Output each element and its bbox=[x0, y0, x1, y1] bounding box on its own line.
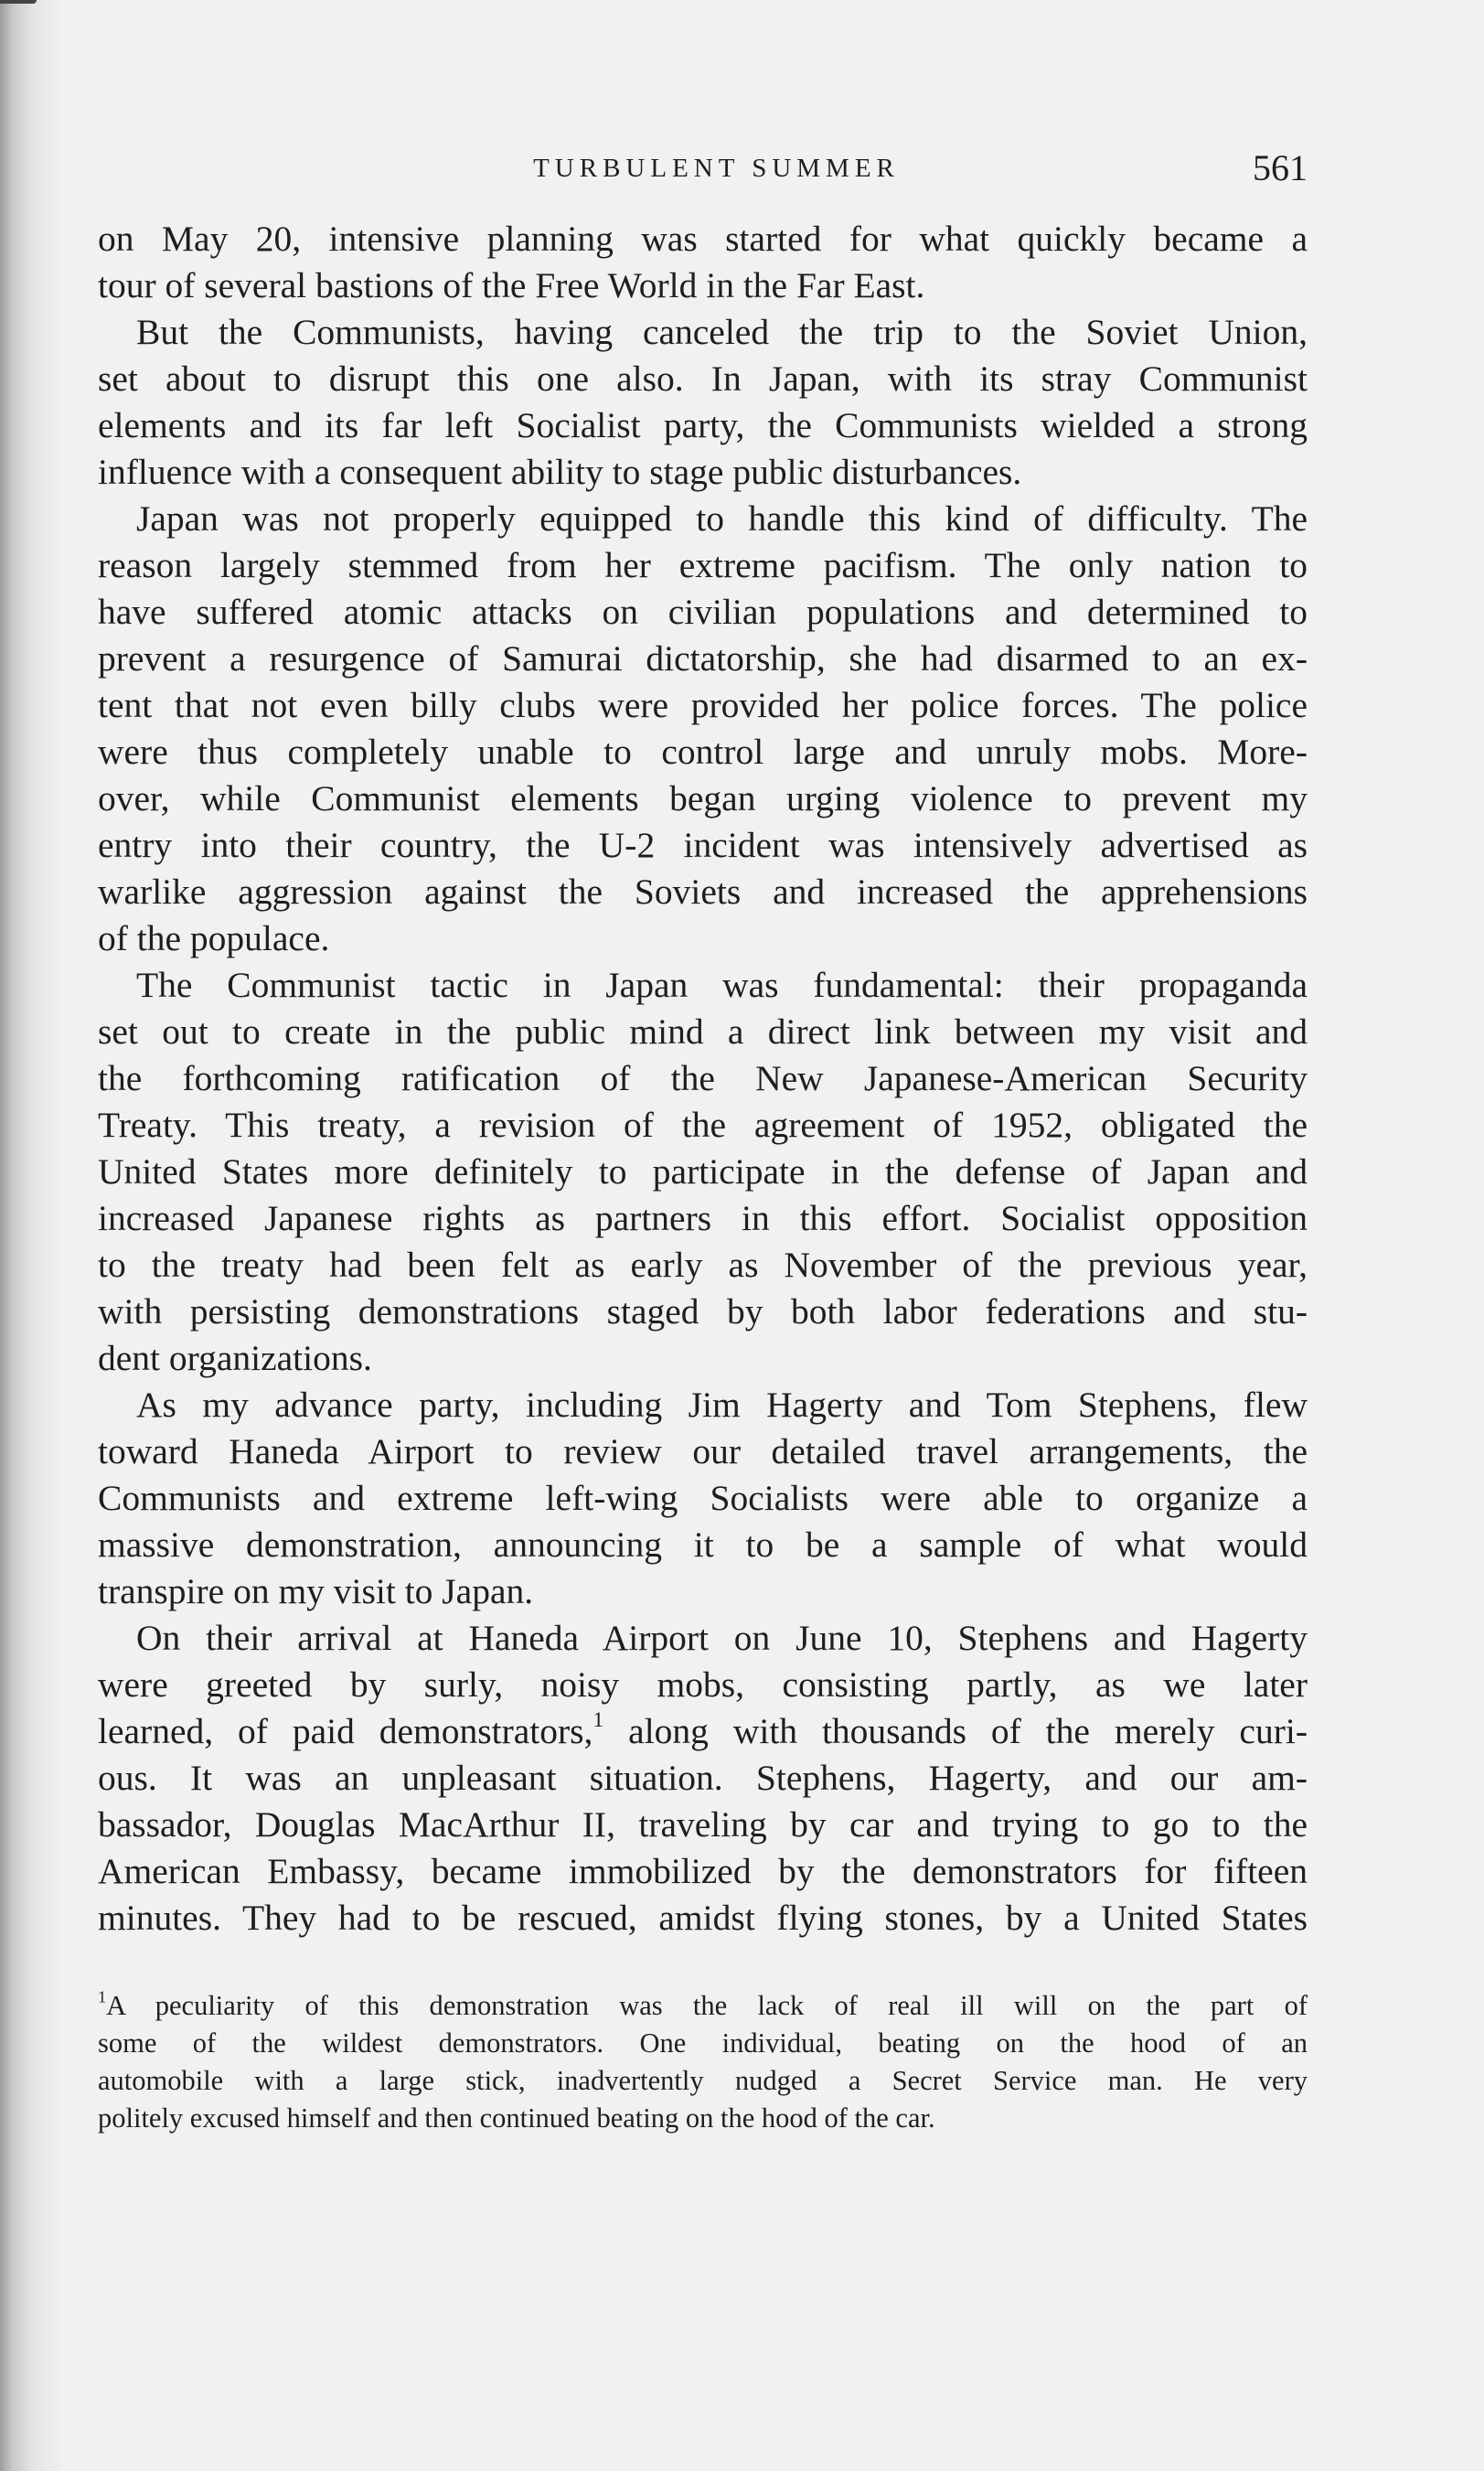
text-segment: learned, of paid demonstrators, bbox=[98, 1711, 593, 1751]
page-edge bbox=[0, 0, 37, 4]
text-line: The Communist tactic in Japan was fundamental: their propaganda bbox=[136, 965, 1308, 1005]
text-line: Communists and extreme left-wing Socialists were able to organize a bbox=[98, 1478, 1308, 1518]
text-line: American Embassy, became immobilized by the demonstrators for fifteen bbox=[98, 1851, 1308, 1891]
text-line: were thus completely unable to control large and unruly mobs. More- bbox=[98, 732, 1308, 772]
paragraph bbox=[98, 962, 1308, 1382]
text-line: entry into their country, the U-2 incident was intensively advertised as bbox=[98, 825, 1308, 865]
text-line: set about to disrupt this one also. In Japan, with its stray Communist bbox=[98, 358, 1308, 399]
paragraph bbox=[98, 216, 1308, 309]
footnote-reference[interactable]: 1 bbox=[593, 1708, 604, 1733]
text-line: have suffered atomic attacks on civilian populations and determined to bbox=[98, 592, 1308, 632]
paragraph bbox=[98, 1615, 1308, 1942]
running-title: TURBULENT SUMMER bbox=[533, 154, 900, 183]
text-line: bassador, Douglas MacArthur II, traveling by car and trying to go to the bbox=[98, 1804, 1308, 1845]
text-line: warlike aggression against the Soviets and increased the apprehensions bbox=[98, 872, 1308, 912]
text-line: on May 20, intensive planning was started for what quickly became a bbox=[98, 219, 1308, 259]
text-line: massive demonstration, announcing it to be a sample of what would bbox=[98, 1524, 1308, 1565]
text-line: minutes. They had to be rescued, amidst flying stones, by a United States bbox=[98, 1898, 1308, 1938]
text-line: As my advance party, including Jim Hagerty and Tom Stephens, flew bbox=[136, 1385, 1308, 1425]
footnotes bbox=[98, 1987, 1308, 2137]
text-line: over, while Communist elements began urging violence to prevent my bbox=[98, 778, 1308, 818]
text-line: On their arrival at Haneda Airport on June 10, Stephens and Hagerty bbox=[136, 1618, 1308, 1658]
text-line: tour of several bastions of the Free World in the Far East. bbox=[98, 265, 925, 305]
text-line: elements and its far left Socialist party, the Communists wielded a strong bbox=[98, 405, 1308, 445]
paragraph bbox=[98, 309, 1308, 496]
text-line: transpire on my visit to Japan. bbox=[98, 1571, 534, 1611]
text-line: ous. It was an unpleasant situation. Stephens, Hagerty, and our am- bbox=[98, 1758, 1308, 1798]
text-line: set out to create in the public mind a direct link between my visit and bbox=[98, 1011, 1308, 1052]
footnote-marker: 1 bbox=[98, 1987, 107, 2006]
text-line: reason largely stemmed from her extreme pacifism. The only nation to bbox=[98, 545, 1308, 585]
page-number: 561 bbox=[1253, 147, 1308, 188]
text-line: Japan was not properly equipped to handle this kind of difficulty. The bbox=[136, 498, 1308, 539]
text-line-with-footnote-ref bbox=[98, 1708, 1308, 1755]
text-line: But the Communists, having canceled the trip to the Soviet Union, bbox=[136, 312, 1308, 352]
text-line: tent that not even billy clubs were provided her police forces. The police bbox=[98, 685, 1308, 725]
running-head bbox=[98, 146, 1308, 192]
paragraph bbox=[98, 496, 1308, 962]
text-line: influence with a consequent ability to stage public disturbances. bbox=[98, 452, 1022, 492]
text-line: dent organizations. bbox=[98, 1338, 372, 1378]
text-segment: along with thousands of the merely curi- bbox=[603, 1711, 1308, 1751]
text-line: increased Japanese rights as partners in this effort. Socialist opposition bbox=[98, 1198, 1308, 1238]
paragraph bbox=[98, 1382, 1308, 1615]
footnote-line: politely excused himself and then continued beating on the hood of the car. bbox=[98, 2102, 935, 2134]
footnote-line bbox=[98, 1987, 1308, 2025]
text-line: United States more definitely to participate in the defense of Japan and bbox=[98, 1151, 1308, 1192]
text-line: toward Haneda Airport to review our detailed travel arrangements, the bbox=[98, 1431, 1308, 1471]
text-line: prevent a resurgence of Samurai dictatorship, she had disarmed to an ex- bbox=[98, 638, 1308, 679]
body-text bbox=[98, 216, 1308, 1942]
text-line: Treaty. This treaty, a revision of the agreement of 1952, obligated the bbox=[98, 1105, 1308, 1145]
page-gutter-shadow bbox=[0, 0, 64, 2471]
footnote bbox=[98, 1987, 1308, 2137]
footnote-line: automobile with a large stick, inadvertently nudged a Secret Service man. He very bbox=[98, 2065, 1308, 2096]
text-line: were greeted by surly, noisy mobs, consisting partly, as we later bbox=[98, 1664, 1308, 1705]
text-line: with persisting demonstrations staged by both labor federations and stu- bbox=[98, 1291, 1308, 1332]
text-line: of the populace. bbox=[98, 918, 330, 958]
text-line: the forthcoming ratification of the New Japanese-American Security bbox=[98, 1058, 1308, 1098]
text-segment: A peculiarity of this demonstration was the lack of real ill will on the part of bbox=[106, 1990, 1308, 2021]
footnote-line: some of the wildest demonstrators. One individual, beating on the hood of an bbox=[98, 2027, 1308, 2059]
text-line: to the treaty had been felt as early as November of the previous year, bbox=[98, 1245, 1308, 1285]
